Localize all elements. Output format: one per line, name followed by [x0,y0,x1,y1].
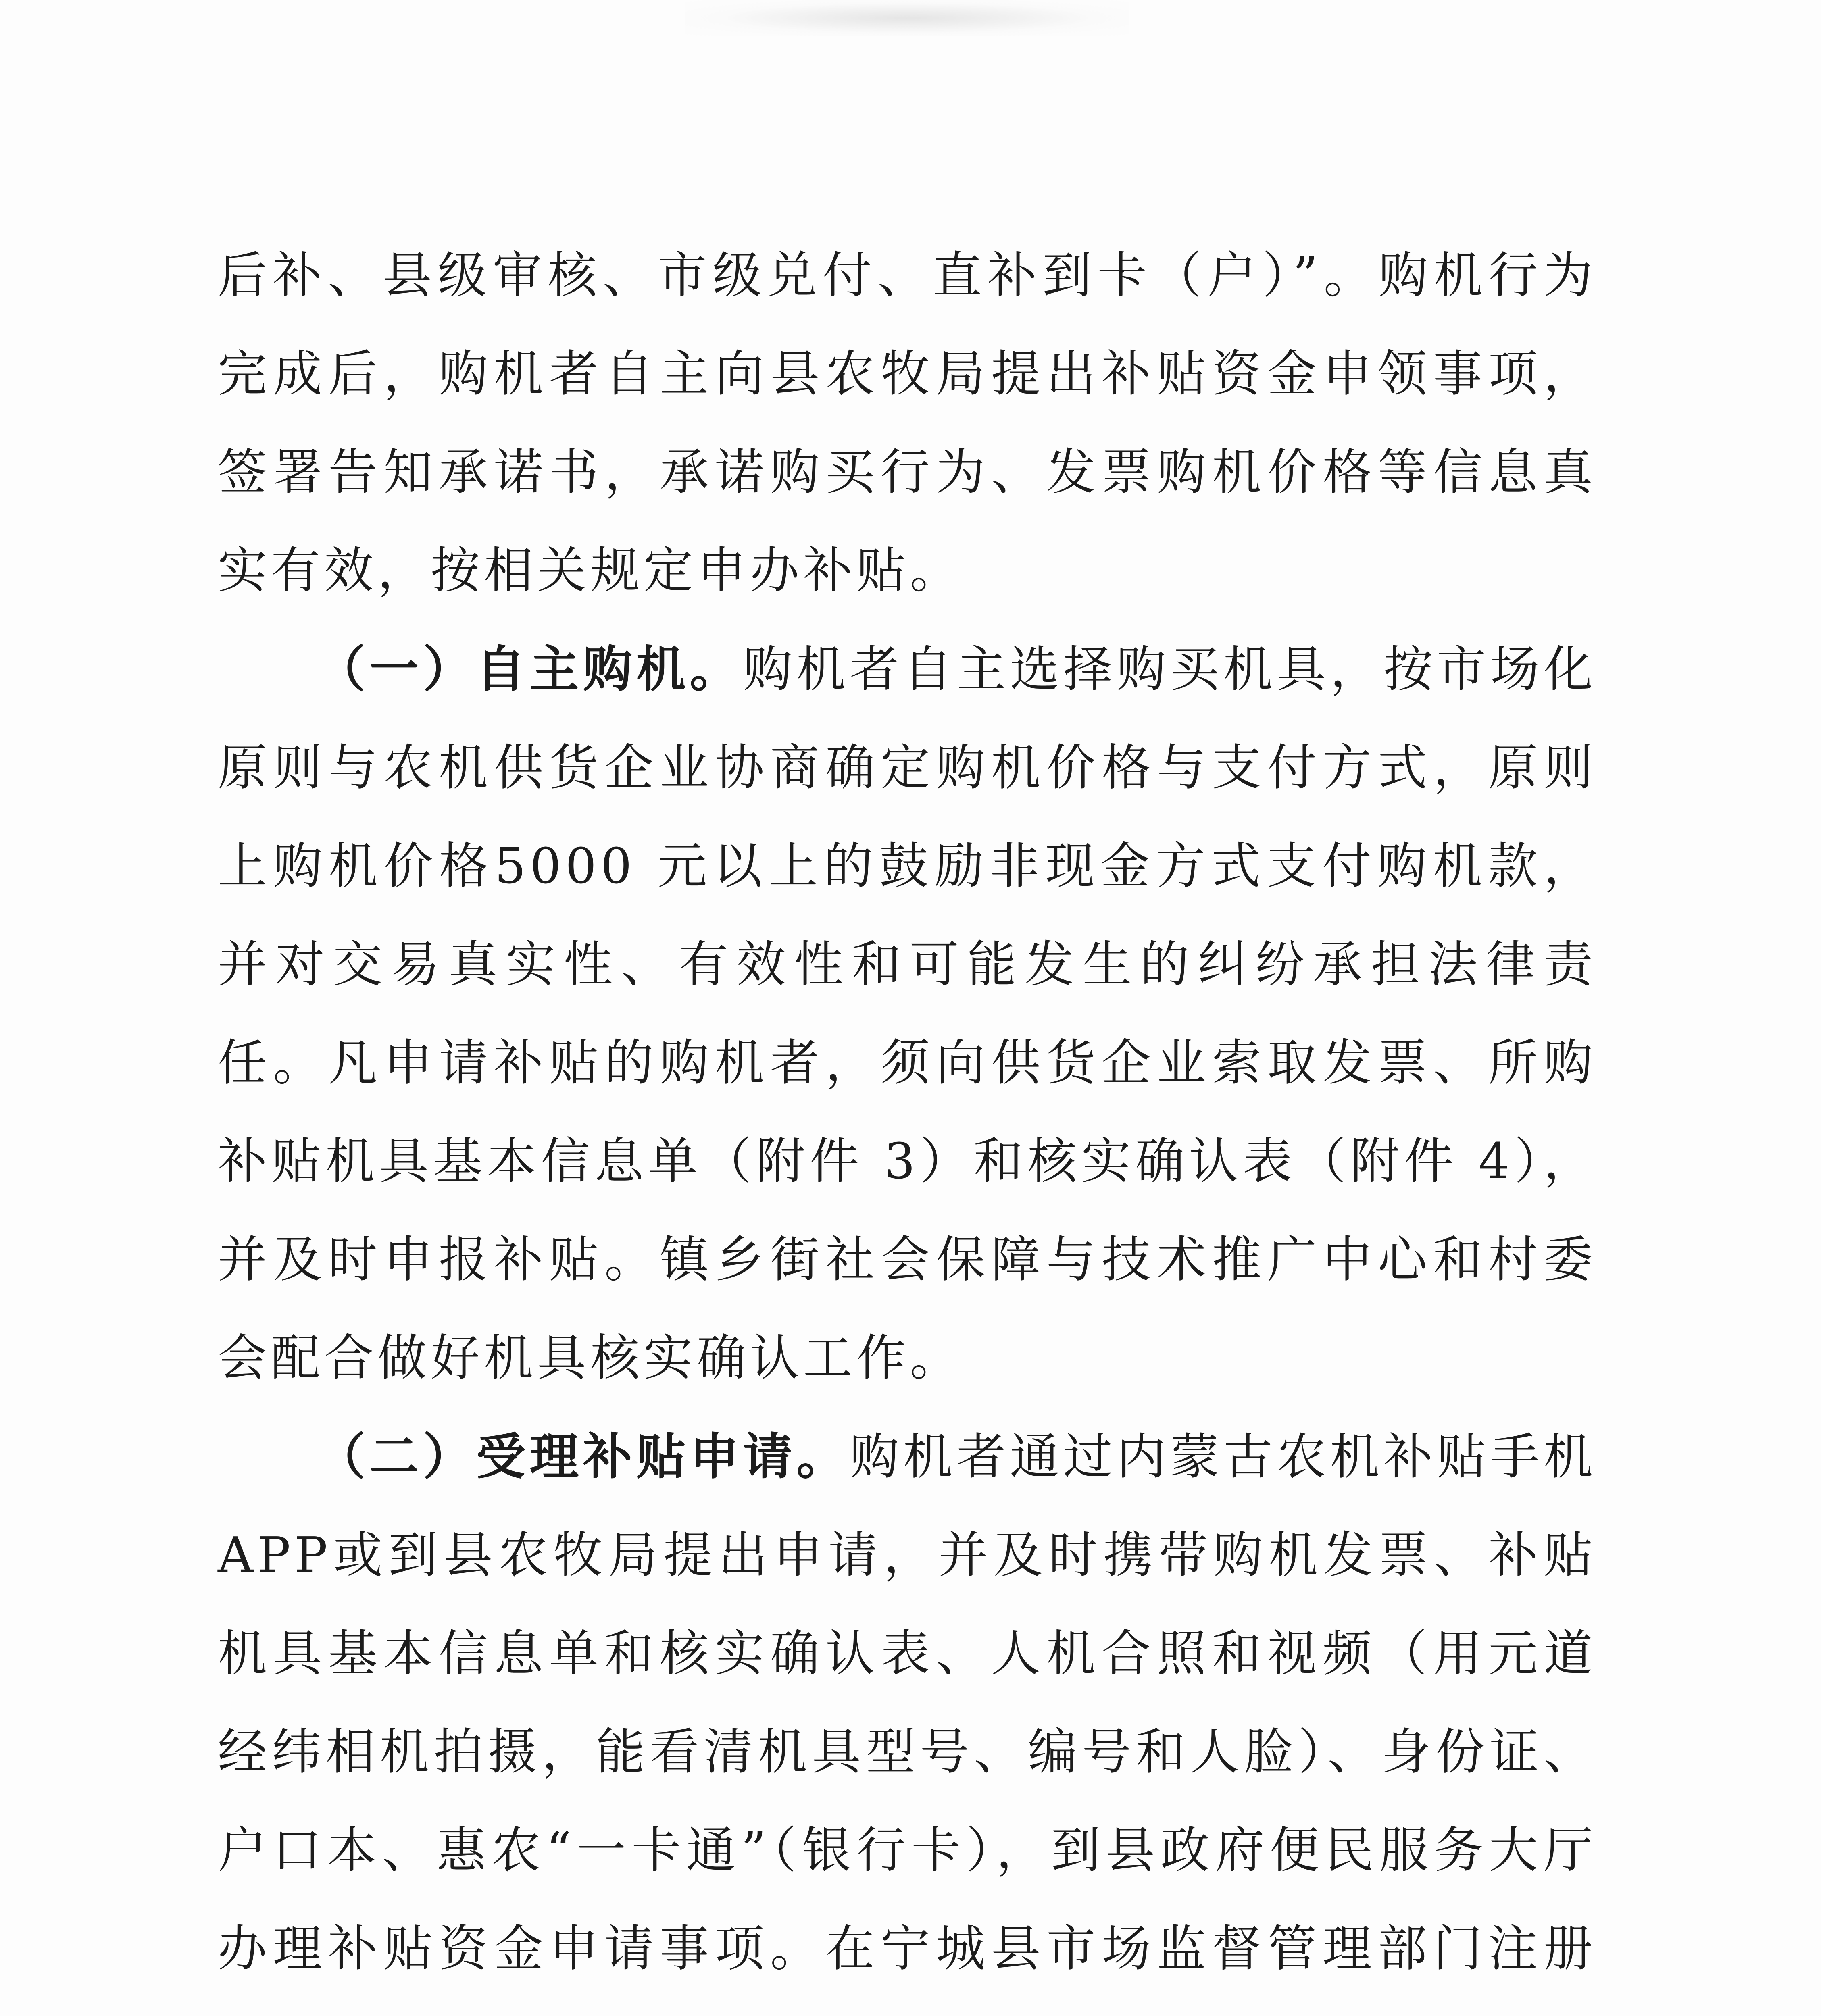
paragraph-text: 后补、县级审核、市级兑付、直补到卡（户）”。购机行为完成后，购机者自主向县农牧局提出补贴资金申领事项，签署告知承诺书，承诺购买行为、发票购机价格等信息真实有效，按相关规定申办补贴。 [218,247,1597,599]
paragraph-self-purchase [218,620,1597,1407]
paragraph-lead: （二）受理补贴申请。 [316,1427,850,1485]
paragraph-lead: （一）自主购机。 [316,640,743,698]
document-body [218,226,1597,2016]
paragraph-text: 购机者自主选择购买机具，按市场化原则与农机供货企业协商确定购机价格与支付方式，原则上购机价格5000 元以上的鼓励非现金方式支付购机款，并对交易真实性、有效性和可能发生的纠纷承担法律责任。凡申请补贴的购机者，须向供货企业索取发票、所购补贴机具基本信息单（附件 3）和核实确认表（附件 4），并及时申报补贴。镇乡街社会保障与技术推广中心和村委会配合做好机具核实确认工作。 [218,641,1597,1387]
scan-artifact [685,0,1129,36]
paragraph-continuation [218,226,1597,620]
paragraph-text: 购机者通过内蒙古农机补贴手机 APP或到县农牧局提出申请，并及时携带购机发票、补贴机具基本信息单和核实确认表、人机合照和视频（用元道经纬相机拍摄，能看清机具型号、编号和人脸）、身份证、户口本、惠农“一卡通”（银行卡），到县政府便民服务大厅办理补贴资金申请事项。在宁城县市场监督管理部门注册 [218,1428,1597,1977]
paragraph-accept-application [218,1407,1597,2016]
